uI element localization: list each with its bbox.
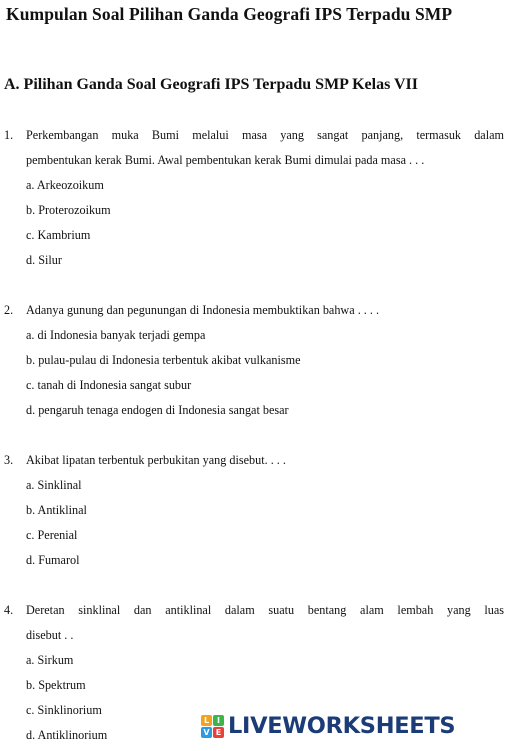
question-text-line-1: Akibat lipatan terbentuk perbukitan yang disebut. . . .	[26, 453, 286, 467]
question-number: 3.	[4, 453, 14, 467]
option-c[interactable]: c. Sinklinorium	[26, 703, 102, 717]
option-b[interactable]: b. Spektrum	[26, 678, 86, 692]
question-number: 1.	[4, 128, 14, 142]
option-b[interactable]: b. Antiklinal	[26, 503, 87, 517]
option-a[interactable]: a. di Indonesia banyak terjadi gempa	[26, 328, 206, 342]
question-number: 4.	[4, 603, 14, 617]
option-a[interactable]: a. Sinklinal	[26, 478, 82, 492]
option-c[interactable]: c. Kambrium	[26, 228, 91, 242]
option-d[interactable]: d. Antiklinorium	[26, 728, 108, 742]
option-d[interactable]: d. pengaruh tenaga endogen di Indonesia sangat besar	[26, 403, 289, 417]
logo-letter: I	[213, 715, 224, 726]
option-d[interactable]: d. Silur	[26, 253, 62, 267]
question-text-line-1: Perkembangan muka Bumi melalui masa yang sangat panjang, termasuk dalam	[26, 128, 504, 142]
option-c[interactable]: c. tanah di Indonesia sangat subur	[26, 378, 192, 392]
logo-letter: V	[201, 727, 212, 738]
liveworksheets-watermark	[201, 712, 455, 740]
liveworksheets-logo-icon	[201, 715, 224, 738]
question-text-line-1: Adanya gunung dan pegunungan di Indonesia membuktikan bahwa . . . .	[26, 303, 380, 317]
section-heading: A. Pilihan Ganda Soal Geografi IPS Terpadu SMP Kelas VII	[4, 76, 419, 93]
question-text-line-2: disebut . .	[26, 628, 74, 642]
logo-letter: E	[213, 727, 224, 738]
logo-letter: L	[201, 715, 212, 726]
question-text-line-1: Deretan sinklinal dan antiklinal dalam suatu bentang alam lembah yang luas	[26, 603, 504, 617]
option-b[interactable]: b. pulau-pulau di Indonesia terbentuk akibat vulkanisme	[26, 353, 301, 367]
document-title: Kumpulan Soal Pilihan Ganda Geografi IPS Terpadu SMP	[6, 4, 453, 24]
option-c[interactable]: c. Perenial	[26, 528, 78, 542]
question-text-line-2: pembentukan kerak Bumi. Awal pembentukan kerak Bumi dimulai pada masa . . .	[26, 153, 425, 167]
option-d[interactable]: d. Fumarol	[26, 553, 80, 567]
option-a[interactable]: a. Sirkum	[26, 653, 74, 667]
brand-name: LIVEWORKSHEETS	[228, 713, 456, 739]
question-number: 2.	[4, 303, 14, 317]
option-a[interactable]: a. Arkeozoikum	[26, 178, 104, 192]
option-b[interactable]: b. Proterozoikum	[26, 203, 111, 217]
